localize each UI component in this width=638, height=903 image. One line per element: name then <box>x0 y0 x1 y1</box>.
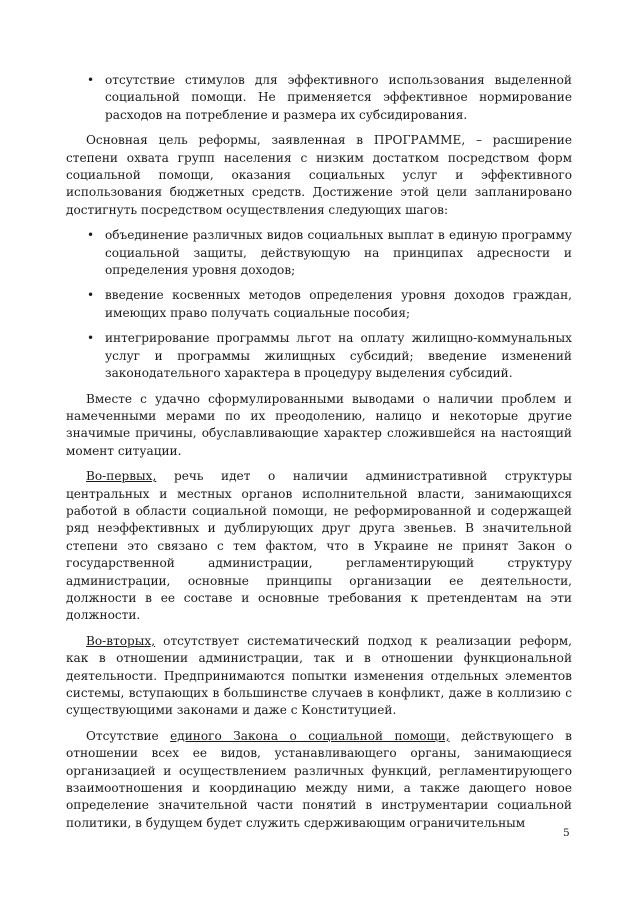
paragraph-lead-underlined: Во-первых, <box>86 469 157 484</box>
paragraph-text: Вместе с удачно сформулированными выводами о наличии проблем и намеченными мерами по их преодолению, налицо и некоторые другие значимые причины, обуславливающие характер сложившейся на настоящий момент ситуации. <box>66 391 572 458</box>
list-item-no-incentives <box>66 72 572 124</box>
paragraph-second-point <box>66 633 572 720</box>
paragraph-first-point <box>66 468 572 625</box>
bullet-icon: • <box>87 288 95 303</box>
list-item-text: введение косвенных методов определения уровня доходов граждан, имеющих право получать социальные пособия; <box>105 288 572 320</box>
paragraph-text-after: действующего в отношении всех ее видов, устанавливающего органы, занимающиеся организацией и осуществлением различных функций, регламентирующего взаимоотношения и координацию между ними, а также дающего новое определение значительной части понятий в инструментарии социальной политики, в будущем будет служить сдерживающим ограничительным <box>66 728 572 830</box>
page-number: 5 <box>563 827 570 839</box>
list-item-indirect-methods <box>66 287 572 322</box>
list-item-text: интегрирование программы льгот на оплату жилищно-коммунальных услуг и программы жилищных субсидий; введение изменений законодательного характера в процедуру выделения субсидий. <box>105 331 572 381</box>
bullet-icon: • <box>87 228 95 243</box>
page-body <box>66 72 572 840</box>
list-item-text: объединение различных видов социальных выплат в единую программу социальной защиты, действующую на принципах адресности и определения уровня доходов; <box>105 228 572 278</box>
paragraph-underlined-law: единого Закона о социальной помощи, <box>170 728 450 743</box>
paragraph-text-before: Отсутствие <box>86 728 171 743</box>
paragraph-lead-underlined: Во-вторых, <box>86 633 156 648</box>
paragraph-text: Основная цель реформы, заявленная в ПРОГРАММЕ, – расширение степени охвата групп населения с низким достатком посредством форм социальной помощи, оказания социальных услуг и эффективного использования бюджетных средств. Достижение этой цели запланировано достигнуть посредством осуществления следующих шагов: <box>66 133 572 217</box>
paragraph-text: речь идет о наличии административной структуры центральных и местных органов исполнительной власти, занимающихся работой в области социальной помощи, не реформированной и содержащей ряд неэффективных и дублирующих друг друга звеньев. В значительной степени это связано с тем фактом, что в Украине не принят Закон о государственной администрации, регламентирующий структуру администрации, основные принципы организации ее деятельности, должности в ее составе и основные требования к претендентам на эти должности. <box>66 469 572 623</box>
list-item-unification <box>66 227 572 279</box>
paragraph-text: отсутствует систематический подход к реализации реформ, как в отношении администрации, так и в отношении функциональной деятельности. Предпринимаются попытки изменения отдельных элементов системы, вступающих в большинстве случаев в конфликт, даже в коллизию с существующими законами и даже с Конституцией. <box>66 633 572 718</box>
list-item-integration <box>66 330 572 382</box>
bullet-icon: • <box>87 73 95 87</box>
list-item-text: отсутствие стимулов для эффективного использования выделенной социальной помощи. Не применяется эффективное нормирование расходов на потребление и размера их субсидирования. <box>105 73 572 122</box>
paragraph-reform-goal <box>66 132 572 219</box>
paragraph-missing-law <box>66 728 572 832</box>
bullet-icon: • <box>87 331 95 346</box>
paragraph-other-reasons <box>66 391 572 461</box>
